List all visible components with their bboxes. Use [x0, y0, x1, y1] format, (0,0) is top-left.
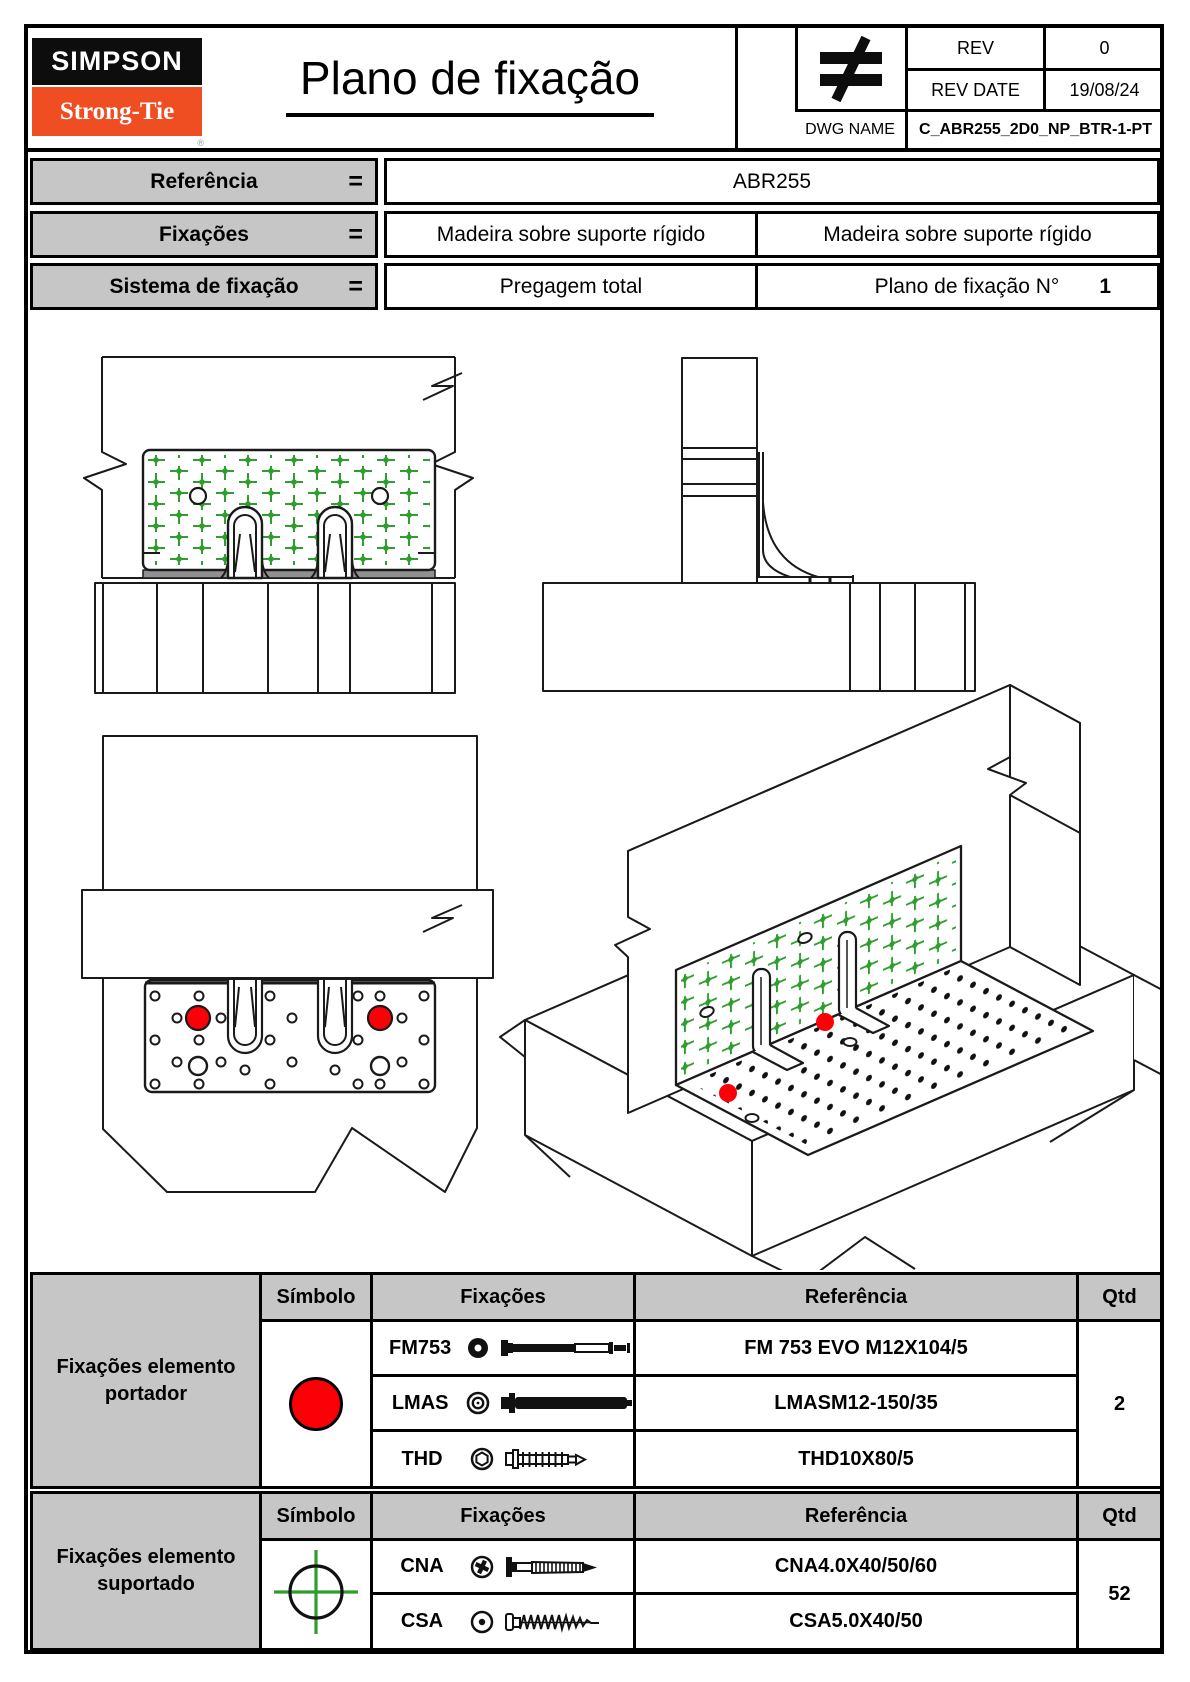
bolt-hole: [746, 1114, 759, 1122]
column-header-fixacoes: Fixações: [372, 1274, 635, 1321]
column-header-simbolo: Símbolo: [261, 1274, 372, 1321]
plan-view: [82, 736, 493, 1192]
fm753-head-icon: [465, 1335, 490, 1361]
nail-marker-grid: [148, 455, 430, 565]
rev-date-value: 19/08/24: [1069, 79, 1140, 100]
green-nail-symbol: [268, 1544, 364, 1640]
front-view: [84, 357, 473, 693]
column-header-qtd: Qtd: [1078, 1274, 1162, 1321]
column-header-simbolo: Símbolo: [261, 1493, 372, 1540]
csa-head-icon: [469, 1609, 495, 1635]
fm753-bolt-icon: [500, 1335, 633, 1361]
fixing-name: THD: [401, 1447, 443, 1470]
logo-strongtie: Strong-Tie: [32, 87, 202, 136]
fixing-name: FM753: [389, 1336, 452, 1359]
registered-mark: ®: [197, 138, 204, 148]
info-label-fixacoes: Fixações =: [30, 211, 378, 258]
fixing-name: LMAS: [391, 1391, 449, 1414]
equals-sign: =: [348, 272, 363, 300]
csa-screw-icon: [505, 1609, 610, 1635]
symbol-cell-portador: [261, 1321, 372, 1488]
column-header-referencia: Referência: [635, 1493, 1078, 1540]
beam-outline: [82, 890, 493, 978]
bolt-hole: [371, 1057, 389, 1075]
bracket-flange: [145, 980, 435, 1092]
logo-simpson: SIMPSON: [32, 38, 202, 85]
dwg-name-value: C_ABR255_2D0_NP_BTR-1-PT: [919, 121, 1152, 138]
rev-date-label: REV DATE: [931, 79, 1020, 100]
support-slab: [543, 583, 975, 691]
header-separator: [28, 148, 1160, 152]
dwg-name-label: DWG NAME: [805, 121, 895, 138]
column-header-referencia: Referência: [635, 1274, 1078, 1321]
thd-screw-icon: [505, 1446, 615, 1472]
technical-drawing: [30, 312, 1160, 1270]
qty-suportado: 52: [1078, 1540, 1162, 1650]
column-header-qtd: Qtd: [1078, 1493, 1162, 1540]
lmas-bolt-icon: [500, 1390, 633, 1416]
cna-nail-icon: [505, 1554, 615, 1580]
isometric-view: [500, 685, 1160, 1270]
break-mark: [423, 373, 462, 400]
support-block: [95, 583, 455, 693]
bracket-profile: [757, 452, 853, 584]
cna-head-icon: [469, 1554, 495, 1580]
thd-head-icon: [469, 1446, 495, 1472]
rev-label: REV: [956, 37, 994, 58]
info-value-fixacoes-left: Madeira sobre suporte rígido: [384, 211, 758, 258]
info-value-sistema: Pregagem total: [384, 263, 758, 310]
anchor-marker-red: [816, 1013, 834, 1031]
info-value-referencia: ABR255: [384, 158, 1160, 205]
info-plan-number: Plano de fixação N° 1: [755, 263, 1160, 310]
info-value-fixacoes-right: Madeira sobre suporte rígido: [755, 211, 1160, 258]
anchor-marker-red: [186, 1006, 210, 1030]
fixing-row-fm753: [372, 1321, 635, 1376]
simpson-strongtie-logo: [32, 38, 204, 148]
not-equal-icon: [806, 36, 896, 102]
fixing-row-lmas: [372, 1376, 635, 1431]
anchor-marker-red: [368, 1006, 392, 1030]
anchor-marker-red: [719, 1084, 737, 1102]
lmas-head-icon: [465, 1390, 490, 1416]
bolt-hole: [844, 1038, 857, 1046]
red-anchor-symbol: [289, 1377, 343, 1431]
beam-end-face: [1010, 685, 1080, 985]
reference-lmas: LMASM12-150/35: [635, 1376, 1078, 1431]
reference-cna: CNA4.0X40/50/60: [635, 1540, 1078, 1594]
bolt-hole: [190, 488, 206, 504]
page-title: Plano de fixação: [286, 51, 654, 117]
fixing-name: CNA: [400, 1555, 444, 1577]
rev-value: 0: [1099, 37, 1110, 58]
reference-thd: THD10X80/5: [635, 1431, 1078, 1488]
fixing-name: CSA: [400, 1610, 444, 1632]
plan-number-value: 1: [1099, 274, 1111, 298]
qty-portador: 2: [1078, 1321, 1162, 1488]
bolt-hole: [189, 1057, 207, 1075]
sheet-title: [205, 42, 735, 126]
fixing-row-thd: [372, 1431, 635, 1488]
supported-fixings-table: [30, 1491, 1163, 1651]
post-section: [682, 358, 757, 583]
carrier-fixings-table: [30, 1272, 1163, 1489]
equals-sign: =: [348, 167, 363, 195]
bolt-hole: [372, 488, 388, 504]
fixing-row-csa: [372, 1594, 635, 1650]
reference-csa: CSA5.0X40/50: [635, 1594, 1078, 1650]
symbol-cell-suportado: [261, 1540, 372, 1650]
equals-sign: =: [348, 220, 363, 248]
side-view: [543, 358, 975, 691]
title-block: [735, 28, 1160, 148]
info-label-referencia: Referência =: [30, 158, 378, 205]
column-header-fixacoes: Fixações: [372, 1493, 635, 1540]
fixing-row-cna: [372, 1540, 635, 1594]
info-label-sistema: Sistema de fixação =: [30, 263, 378, 310]
group-label-portador: Fixações elemento portador: [32, 1274, 261, 1488]
reference-fm753: FM 753 EVO M12X104/5: [635, 1321, 1078, 1376]
slab-step: [1134, 975, 1160, 1103]
group-label-suportado: Fixações elemento suportado: [32, 1493, 261, 1650]
